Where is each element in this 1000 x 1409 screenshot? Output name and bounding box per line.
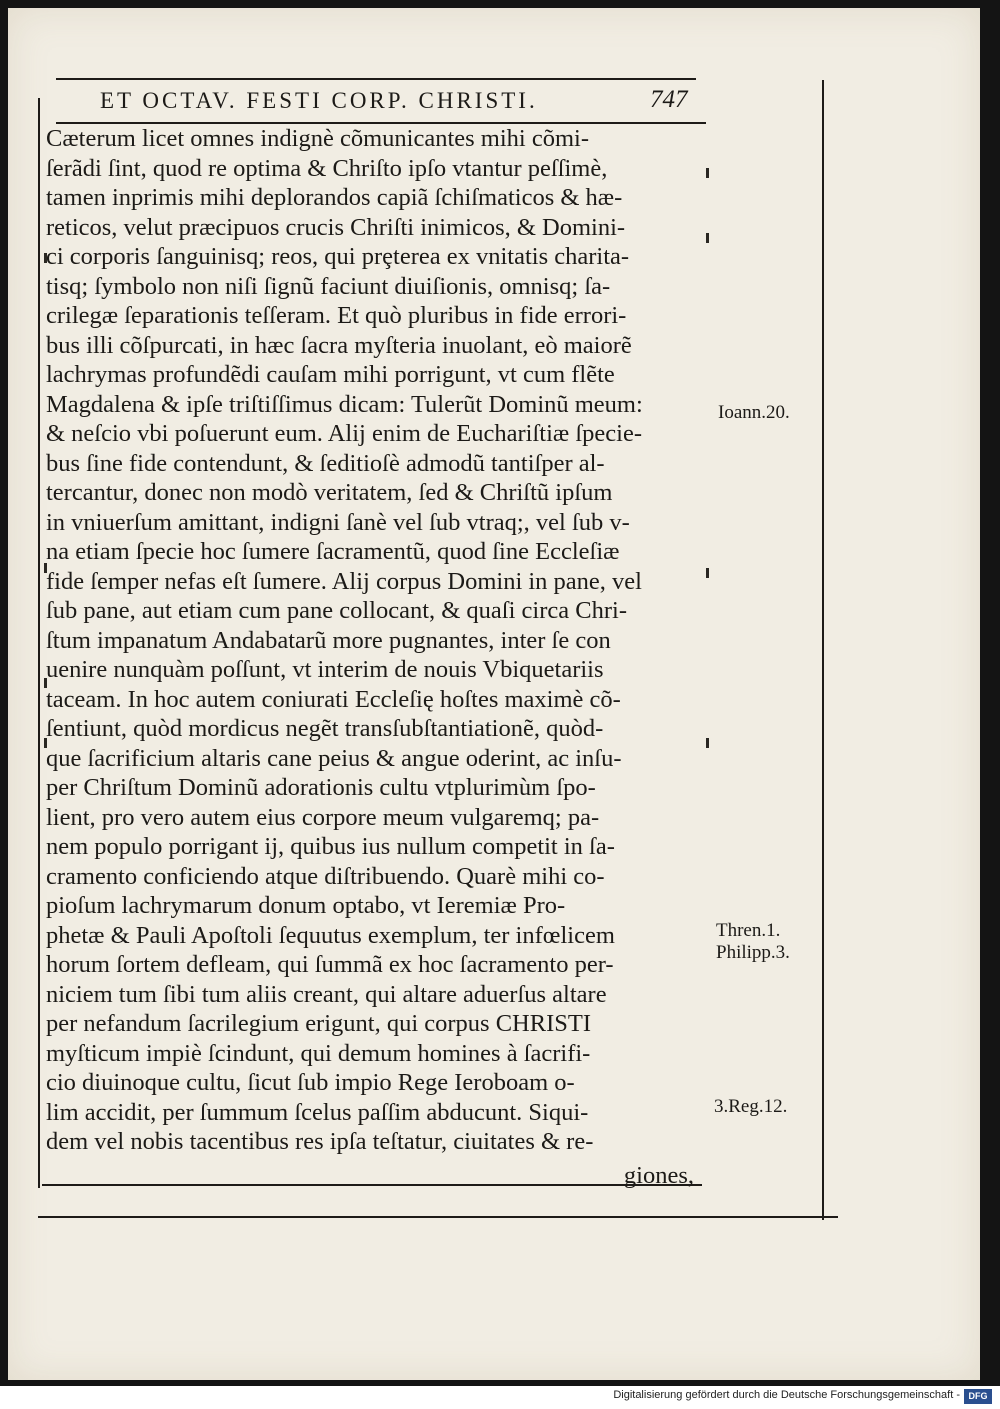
text-line: lim accidit, per ſummum ſcelus paſſim abducunt. Siqui- [46,1098,589,1126]
text-line: ſentiunt, quòd mordicus negẽt transſubſtantiationẽ, quòd- [46,715,604,742]
text-line: taceam. In hoc autem coniurati Eccleſię hoſtes maximè cõ- [46,685,621,713]
line-tick [706,168,709,178]
text-line: cio diuinoque cultu, ſicut ſub impio Rege Ieroboam o- [46,1069,575,1096]
text-line: tercantur, donec non modò veritatem, ſed & Chriſtũ ipſum [46,479,613,506]
text-line: myſticum impiè ſcindunt, qui demum homines à ſacrifi- [46,1039,591,1067]
right-frame-rule [822,80,824,1220]
text-line: bus illi cõſpurcati, in hæc ſacra myſteria inuolant, eò maiorẽ [46,331,632,359]
text-line: Magdalena & ipſe triſtiſſimus dicam: Tulerũt Dominũ meum: [46,390,643,418]
line-tick [706,738,709,748]
text-line: ci corporis ſanguinisq; reos, qui prȩterea ex vnitatis charita- [46,243,630,270]
text-line: fide ſemper nefas eſt ſumere. Alij corpus Domini in pane, vel [46,567,642,595]
text-line: tisq; ſymbolo non niſi ſignũ faciunt diuiſionis, omnisq; ſa- [46,272,611,300]
body-text [46,124,706,1190]
text-line: na etiam ſpecie hoc ſumere ſacramentũ, quod ſine Eccleſiæ [46,538,620,565]
text-line: lachrymas profundẽdi cauſam mihi porrigunt, vt cum flẽte [46,361,615,388]
text-line: Cæterum licet omnes indignè cõmunicantes mihi cõmi- [46,125,589,152]
line-tick [706,233,709,243]
text-line: uenire nunquàm poſſunt, vt interim de nouis Vbiquetariis [46,656,604,683]
digitization-footer [0,1386,1000,1409]
margin-note: Thren.1. [716,920,781,941]
text-line: lient, pro vero autem eius corpore meum vulgaremq; pa- [46,803,600,831]
text-line: horum ſortem defleam, qui ſummã ex hoc ſacramento per- [46,951,614,978]
text-line: nem populo porrigant ij, quibus ius nullum competit in ſa- [46,833,615,860]
page-number: 747 [650,86,688,113]
top-rule [56,78,696,80]
running-title: ET OCTAV. FESTI CORP. CHRISTI. [100,88,538,113]
text-line: reticos, velut præcipuos crucis Chriſti inimicos, & Domini- [46,213,626,241]
margin-note: Philipp.3. [716,942,790,963]
text-line: niciem tum ſibi tum aliis creant, qui altare aduerſus altare [46,980,607,1008]
line-tick [706,568,709,578]
catchword: giones, [623,1161,694,1189]
dfg-logo-icon: DFG [964,1389,992,1404]
page-bottom-rule [38,1216,838,1218]
margin-note: 3.Reg.12. [714,1096,788,1117]
text-line: que ſacrificium altaris cane peius & angue oderint, ac inſu- [46,744,622,772]
text-line: ſub pane, aut etiam cum pane collocant, & quaſi circa Chri- [46,597,627,624]
left-frame-rule [38,98,40,1188]
text-line: ſtum impanatum Andabatarũ more pugnantes, inter ſe con [46,626,611,654]
funding-credit: Digitalisierung gefördert durch die Deutsche Forschungsgemeinschaft - [613,1389,960,1401]
text-line: cramento conficiendo atque diſtribuendo. Quarè mihi co- [46,862,605,890]
text-line: per Chriſtum Dominũ adorationis cultu vtplurimùm ſpo- [46,774,596,801]
text-line: & neſcio vbi poſuerunt eum. Alij enim de Euchariſtiæ ſpecie- [46,420,643,447]
text-line: phetæ & Pauli Apoſtoli ſequutus exemplum, ter infœlicem [46,921,615,949]
text-line: crilegæ ſeparationis teſſeram. Et quò pluribus in fide errori- [46,302,627,329]
text-line: ſerãdi ſint, quod re optima & Chriſto ipſo vtantur peſſimè, [46,154,608,182]
text-line: bus ſine fide contendunt, & ſeditioſè admodũ tantiſper al- [46,449,605,477]
text-line: in vniuerſum amittant, indigni ſanè vel ſub vtraq;, vel ſub v- [46,508,630,536]
margin-note: Ioann.20. [718,402,790,423]
text-line: dem vel nobis tacentibus res ipſa teſtatur, ciuitates & re- [46,1128,594,1155]
text-line: per nefandum ſacrilegium erigunt, qui corpus CHRISTI [46,1010,591,1037]
text-line: tamen inprimis mihi deplorandos capiã ſchiſmaticos & hæ- [46,184,623,211]
text-line: pioſum lachrymarum donum optabo, vt Ieremiæ Pro- [46,892,566,919]
